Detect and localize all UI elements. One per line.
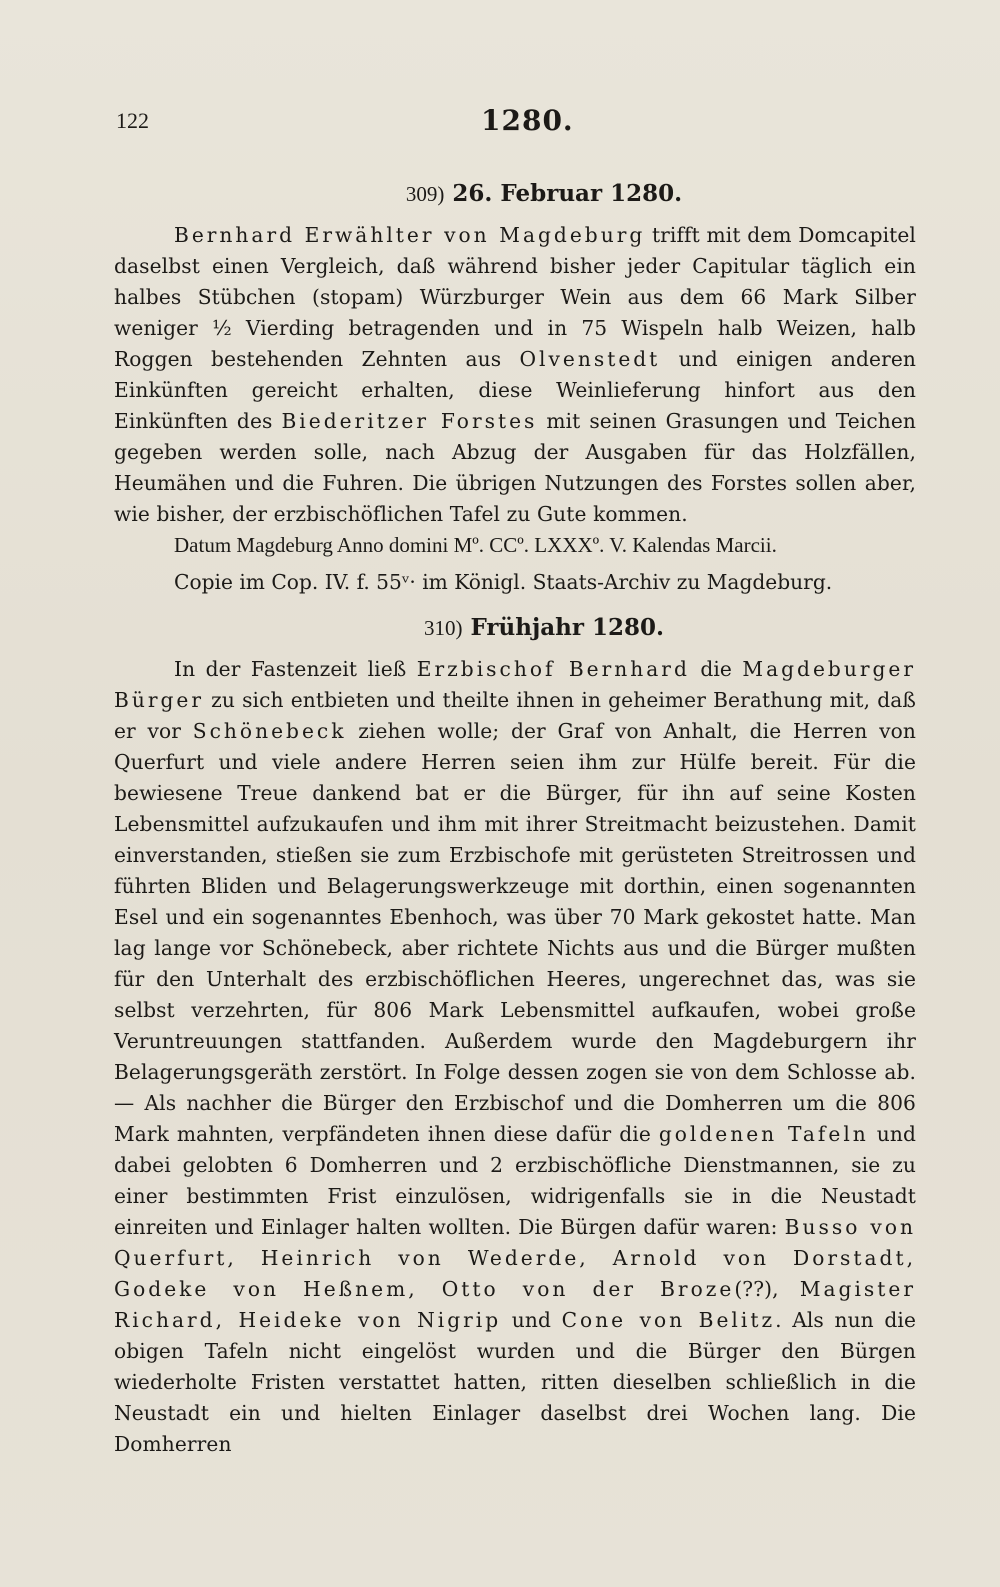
text-run: ziehen wolle; der Graf von Anhalt, die Herren von Querfurt und viele andere Herren seien ihm zur Hülfe bereit. Für die bewiesene Treue dankend bat er die Bürger, für ihn auf seine Kosten Lebensmittel aufzukaufen und ihm mit ihrer Streitmacht beizustehen. Damit einverstanden, stießen sie zum Erzbischofe mit gerüsteten Streitrossen und führten Bliden und Belagerungswerkzeuge mit dorthin, einen sogenannten Esel und ein sogenanntes Ebenhoch, was über 70 Mark gekostet hatte. Man lag lange vor Schönebeck, aber richtete Nichts aus und die Bürger mußten für den Unterhalt des erzbischöflichen Heeres, ungerechnet das, was sie selbst verzehrten, für 806 Mark Lebensmittel aufkaufen, wobei große Veruntreuungen stattfanden. Außerdem wurde den Magdeburgern ihr Belagerungsgeräth zerstört. In Folge dessen zogen sie von dem Schlosse ab. — Als nachher die Bürger den Erzbischof und die Domherren um die 806 Mark mahnten, verpfändeten ihnen diese dafür die [114, 719, 916, 1146]
text-run: trifft mit dem Domcapitel daselbst einen Vergleich, daß während bisher jeder Capitular täglich ein halbes Stübchen (stopam) Würzburger Wein aus dem 66 Mark Silber weniger ½ Vierding betragenden und in 75 Wispeln halb Weizen, halb Roggen bestehenden Zehnten aus [114, 223, 916, 371]
main-text [114, 178, 916, 1460]
spaced-name: Busso von Querfurt, Heinrich von Wederde, Arnold von Dorstadt, Godeke von Heßnem, Otto von der Broze [114, 1215, 916, 1301]
text-run: die [689, 657, 743, 681]
entry-number: 309) [405, 182, 445, 206]
text-run: und einigen anderen Einkünften gereicht erhalten, diese Weinlieferung hinfort aus den Einkünften des [114, 347, 916, 433]
text-run: und dabei gelobten 6 Domherren und 2 erzbischöfliche Dienstmannen, sie zu einer bestimmten Frist einzulösen, widrigenfalls sie in die Neustadt einreiten und Einlager halten wollten. Die Bürgen dafür waren: [114, 1122, 916, 1239]
entry-309-heading [114, 178, 916, 210]
spaced-name: Bernhard Erwählter von Magdeburg [174, 223, 646, 247]
spaced-name: Biederitzer Forstes [281, 409, 538, 433]
text-run: In der Fastenzeit ließ [174, 657, 417, 681]
text-run: . Als nun die obigen Tafeln nicht eingelöst wurden und die Bürger den Bürgen wiederholte Fristen verstattet hatten, ritten dieselben schließlich in die Neustadt ein und hielten Einlager daselbst drei Wochen lang. Die Domherren [114, 1308, 916, 1456]
page-header [116, 104, 916, 144]
entry-310-heading [114, 612, 916, 644]
page-number: 122 [116, 108, 149, 133]
spaced-name: Schönebeck [192, 719, 347, 743]
entry-309-source: Copie im Cop. IV. f. 55ᵛ· im Königl. Staats-Archiv zu Magdeburg. [174, 570, 833, 594]
text-run: mit seinen Grasungen und Teichen gegeben werden solle, nach Abzug der Ausgaben für das Holzfällen, Heumähen und die Fuhren. Die übrigen Nutzungen des Forstes sollen aber, wie bisher, der erzbischöflichen Tafel zu Gute kommen. [114, 409, 916, 526]
text-run: und [501, 1308, 562, 1332]
entry-number: 310) [423, 616, 463, 640]
spaced-name: Magister Richard, Heideke von Nigrip [114, 1277, 916, 1332]
entry-309-text [114, 220, 916, 530]
spaced-name: Erzbischof Bernhard [416, 657, 690, 681]
entry-date: 26. Februar 1280. [452, 180, 683, 207]
entry-date: Frühjahr 1280. [470, 614, 665, 641]
spaced-name: Olvenstedt [519, 347, 661, 371]
entry-309-datum: Datum Magdeburg Anno domini Mº. CCº. LXXXº. V. Kalendas Marcii. [174, 533, 777, 557]
running-head: 1280. [481, 104, 574, 137]
spaced-name: goldenen Tafeln [658, 1122, 869, 1146]
spaced-name: Cone von Belitz [561, 1308, 776, 1332]
entry-310-text [114, 654, 916, 1460]
spaced-name: Magdeburger Bürger [114, 657, 916, 712]
text-run: zu sich entbieten und theilte ihnen in geheimer Berathung mit, daß er vor [114, 688, 916, 743]
text-run: (??), [734, 1277, 800, 1301]
